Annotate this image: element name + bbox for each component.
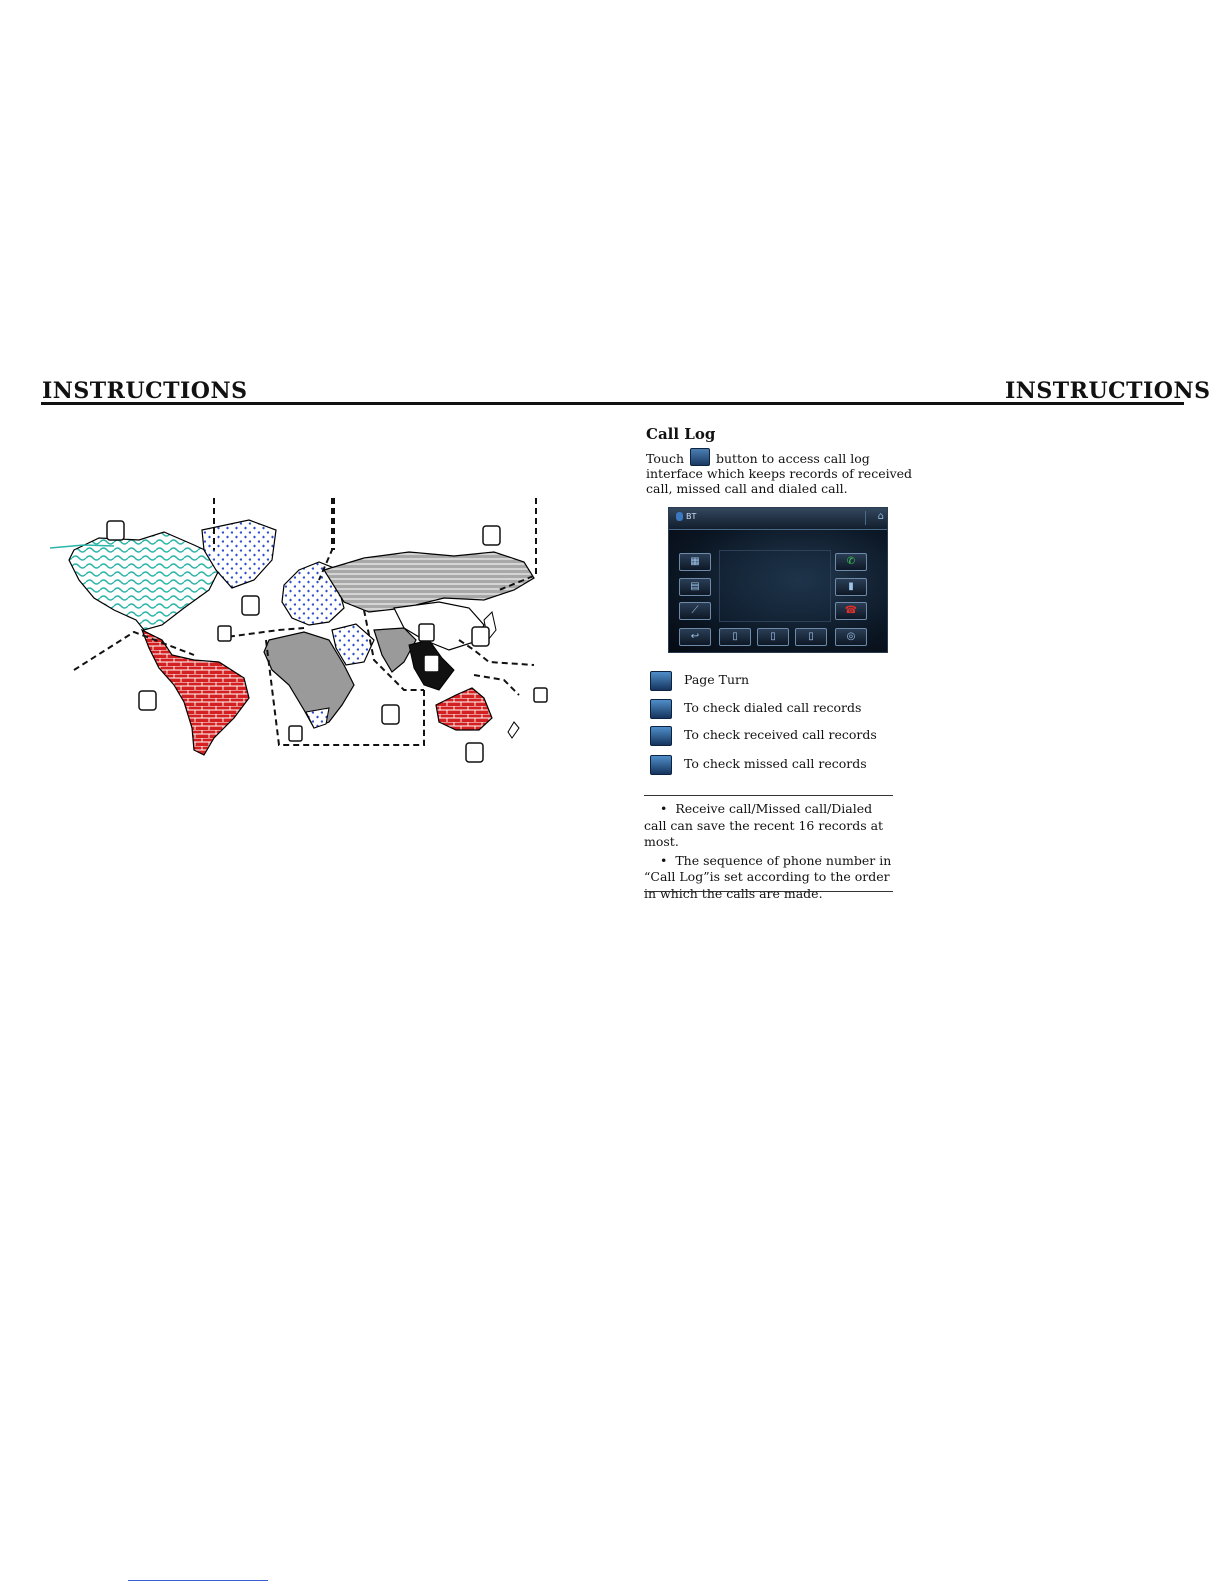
note-text: The sequence of phone number in “Call Log”is set according to the order in which the calls are made.	[644, 852, 892, 901]
missed-call-icon	[650, 755, 672, 775]
page-turn-icon	[650, 671, 672, 691]
hang-up-icon[interactable]: ☎	[835, 602, 867, 620]
note-block	[644, 801, 894, 902]
bluetooth-icon	[676, 512, 683, 521]
received-call-button-icon[interactable]: ▯	[757, 628, 789, 646]
keypad-icon[interactable]: ▦	[679, 553, 711, 571]
footer-underline	[128, 1580, 268, 1581]
header-title-left: INSTRUCTIONS	[42, 378, 248, 404]
dialed-call-button-icon[interactable]: ▯	[719, 628, 751, 646]
legend-label: To check received call records	[684, 727, 877, 742]
call-record-pane	[719, 550, 831, 622]
call-log-screen	[668, 507, 888, 653]
contacts-icon[interactable]: ▤	[679, 578, 711, 596]
screen-topbar	[669, 508, 887, 530]
legend-label: To check dialed call records	[684, 700, 862, 715]
call-button-icon[interactable]: ✆	[835, 553, 867, 571]
missed-call-button-icon[interactable]: ▯	[795, 628, 827, 646]
header-title-right: INSTRUCTIONS	[1005, 378, 1211, 404]
page-turn-button-icon[interactable]: ▮	[835, 578, 867, 596]
settings-icon[interactable]: ⟋	[679, 602, 711, 620]
call-log-intro	[646, 448, 916, 496]
back-icon[interactable]: ↩	[679, 628, 711, 646]
delete-record-icon[interactable]: ◎	[835, 628, 867, 646]
call-log-title: Call Log	[646, 425, 716, 443]
note-text: Receive call/Missed call/Dialed call can save the recent 16 records at most.	[644, 801, 884, 849]
bt-label: BT	[686, 512, 697, 521]
note-item	[644, 853, 894, 903]
note-item	[644, 801, 894, 851]
bt-indicator	[676, 512, 696, 521]
note-rule-top	[644, 795, 893, 796]
world-region-map	[44, 490, 559, 770]
header-rule	[41, 402, 1184, 405]
legend-label: To check missed call records	[684, 756, 867, 771]
legend-label: Page Turn	[684, 672, 750, 687]
bullet-icon: •	[660, 801, 668, 816]
intro-text-after: button to access call log interface which keeps records of received call, missed call and dialed call.	[646, 451, 913, 496]
received-call-icon	[650, 726, 672, 746]
dialed-call-icon	[650, 699, 672, 719]
intro-text-before: Touch	[646, 451, 684, 466]
bullet-icon: •	[660, 852, 668, 868]
call-log-icon	[690, 448, 710, 466]
note-rule-bottom	[644, 891, 893, 892]
home-icon[interactable]: ⌂	[865, 511, 884, 525]
